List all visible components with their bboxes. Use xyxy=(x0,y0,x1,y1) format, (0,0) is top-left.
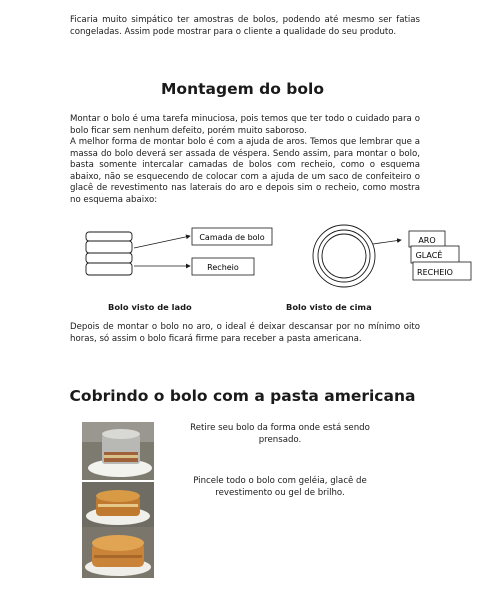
montagem-paragraph-2: A melhor forma de montar bolo é com a ajuda de aros. Temos que lembrar que a massa do bolo deverá ser assada de véspera. Sendo assim, para montar o bolo, basta somente intercalar camadas de bolos com recheio, como o esquema abaixo, não se esquecendo de colocar com a ajuda de um saco de confeiteiro o glacê de revestimento nas laterais do aro e depois sim o recheio, como mostra no esquema abaixo: xyxy=(70,137,420,205)
label-aro: ARO xyxy=(418,236,436,245)
caption-top-view: Bolo visto de cima xyxy=(286,302,372,312)
side-layer-3 xyxy=(86,253,132,263)
top-ring-recheio xyxy=(322,234,366,278)
montagem-paragraph-1: Montar o bolo é uma tarefa minuciosa, pois temos que ter todo o cuidado para o bolo ficar sem nenhum defeito, porém muito saboroso. xyxy=(70,114,420,136)
label-camada: Camada de bolo xyxy=(199,233,265,242)
side-layer-1 xyxy=(86,232,132,241)
label-recheio-top: RECHEIO xyxy=(417,268,453,277)
caption-side-view: Bolo visto de lado xyxy=(108,302,192,312)
rest-paragraph: Depois de montar o bolo no aro, o ideal é deixar descansar por no mínimo oito horas, só assim o bolo ficará firme para receber a pasta americana. xyxy=(70,322,420,344)
label-glace: GLACÊ xyxy=(415,251,443,260)
photo-cake-glazed xyxy=(82,527,154,578)
intro-paragraph: Ficaria muito simpático ter amostras de bolos, podendo até mesmo ser fatias congeladas. Assim pode mostrar para o cliente a qualidade do seu produto. xyxy=(70,15,420,37)
section-title-cobrindo: Cobrindo o bolo com a pasta americana xyxy=(69,387,416,405)
montagem-text xyxy=(70,114,420,206)
top-view-labels xyxy=(395,228,475,288)
photo-cake-in-ring xyxy=(82,422,154,480)
step-2-text: Pincele todo o bolo com geléia, glacê de revestimento ou gel de brilho. xyxy=(193,476,367,498)
cake-top-view xyxy=(313,225,375,287)
cake-assembly-diagram xyxy=(82,220,402,300)
top-ring-glace xyxy=(318,230,370,282)
cake-side-view xyxy=(86,232,132,275)
side-layer-4 xyxy=(86,263,132,275)
arrow-camada xyxy=(134,236,190,248)
photo-cake-brushed xyxy=(82,482,154,527)
side-layer-2 xyxy=(86,241,132,253)
step-1-text: Retire seu bolo da forma onde está sendo prensado. xyxy=(190,423,370,445)
section-title-montagem: Montagem do bolo xyxy=(161,80,324,98)
label-recheio: Recheio xyxy=(207,263,239,272)
